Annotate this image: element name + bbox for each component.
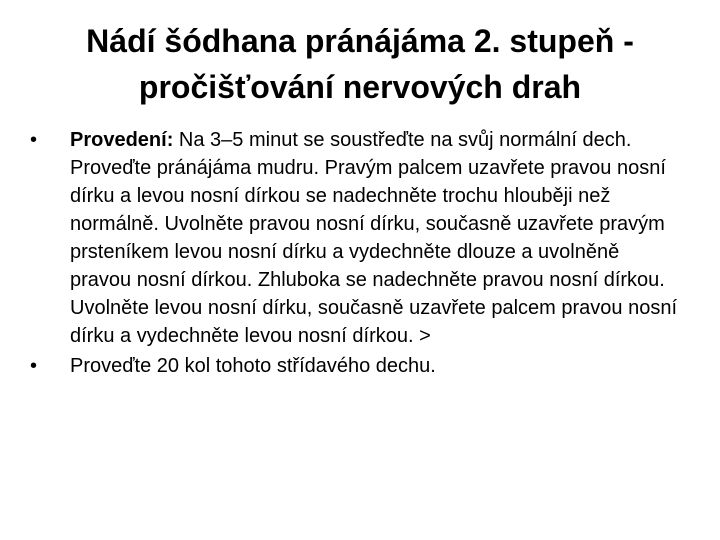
bullet-item-procedure bbox=[30, 126, 685, 350]
bullet-text: Proveďte 20 kol tohoto střídavého dechu. bbox=[70, 355, 436, 377]
bullet-text: Na 3–5 minut se soustřeďte na svůj normální dech. Proveďte pránájáma mudru. Pravým palcem uzavřete pravou nosní dírku a levou nosní dírkou se nadechněte trochu hlouběji než normálně. Uvolněte pravou nosní dírku, současně uzavřete pravým prsteníkem levou nosní dírku a vydechněte dlouze a uvolněně pravou nosní dírkou. Zhluboka se nadechněte pravou nosní dírkou. Uvolněte levou nosní dírku, současně uzavřete palcem pravou nosní dírku a vydechněte levou nosní dírkou. > bbox=[70, 129, 678, 347]
bullet-label: Provedení: bbox=[70, 129, 174, 151]
bullet-list bbox=[30, 126, 685, 382]
slide-title bbox=[30, 18, 690, 110]
title-line-1: Nádí šódhana pránájáma 2. stupeň - bbox=[86, 23, 634, 59]
bullet-icon: • bbox=[30, 129, 38, 151]
title-line-2: pročišťování nervových drah bbox=[138, 69, 582, 105]
bullet-icon: • bbox=[30, 355, 38, 377]
bullet-item-rounds bbox=[30, 352, 685, 380]
